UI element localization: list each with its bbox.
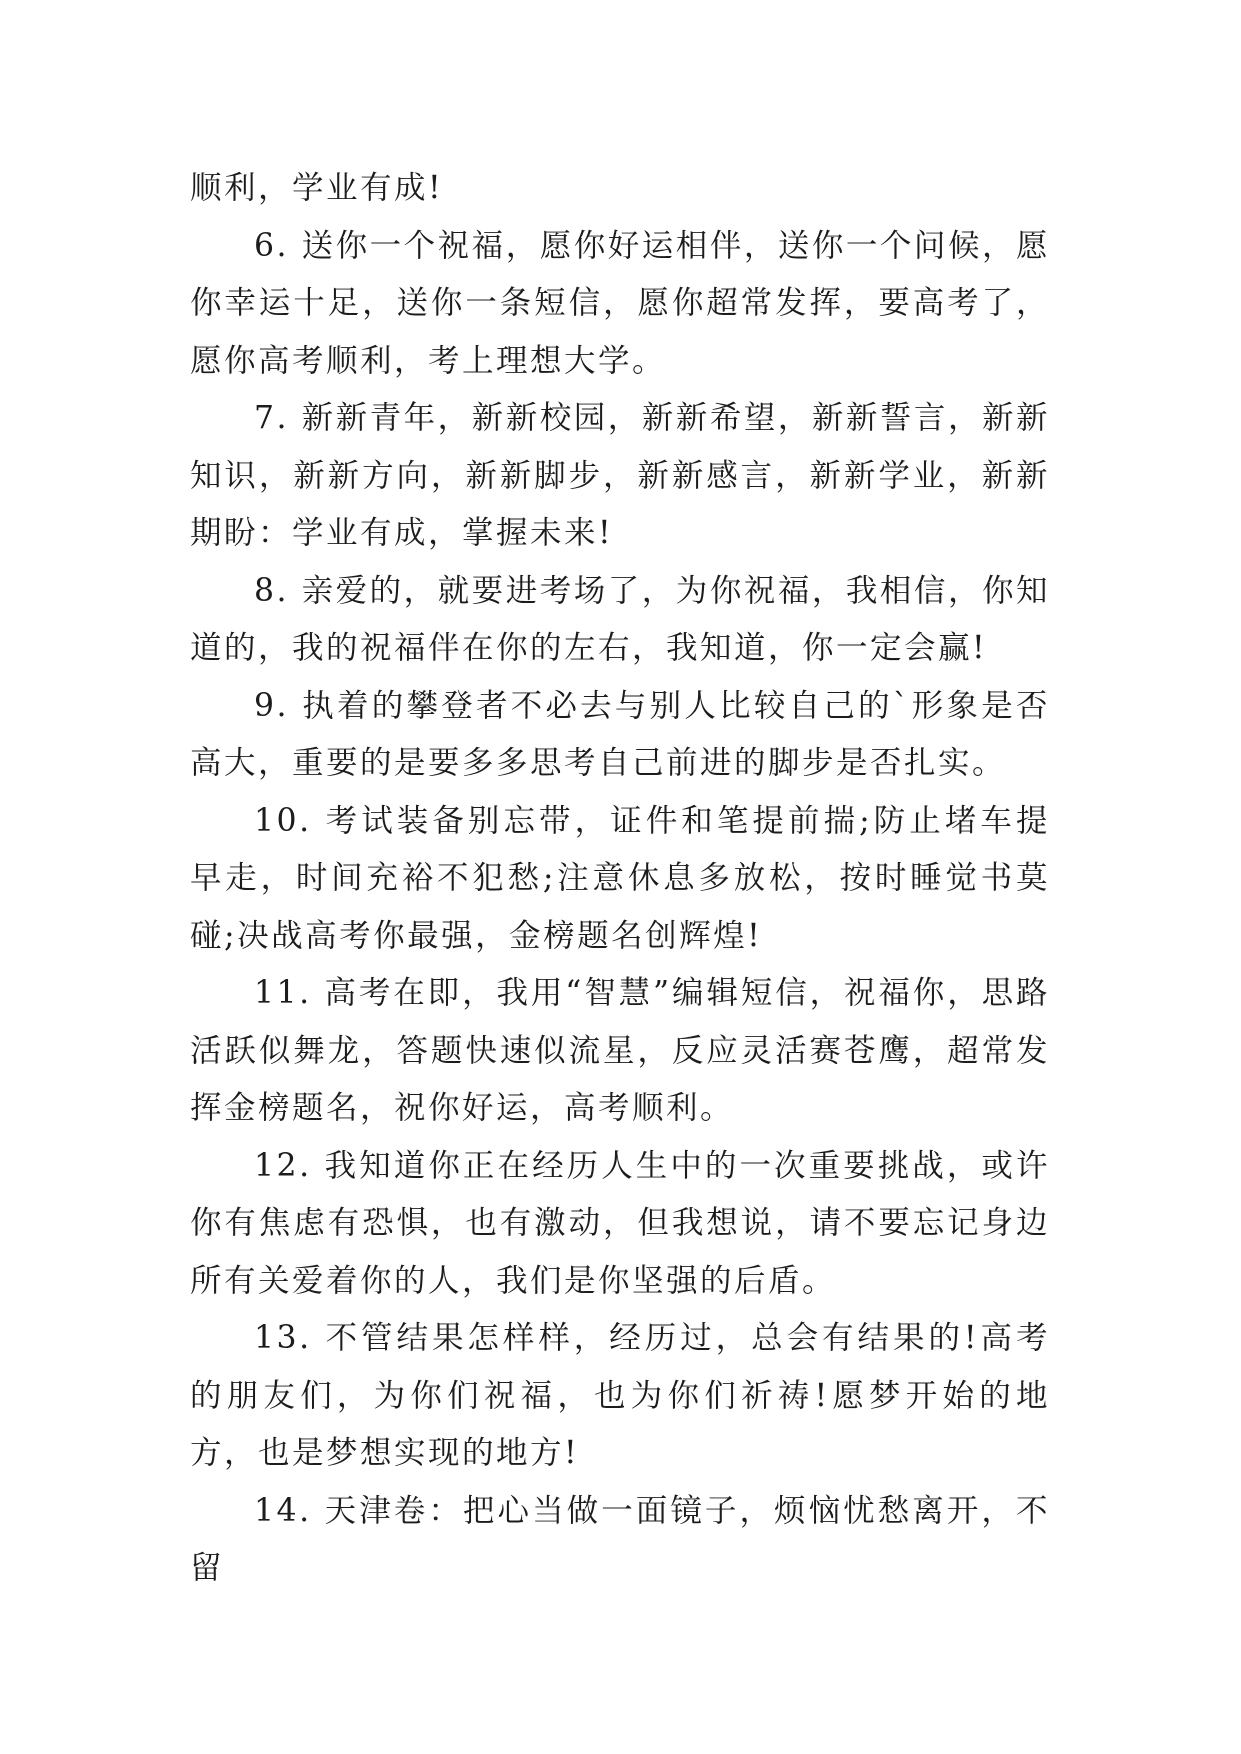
paragraph-item-9: 9. 执着的攀登者不必去与别人比较自己的`形象是否高大，重要的是要多多思考自己前进的脚步是否扎实。 xyxy=(190,687,1050,781)
paragraph-item-14: 14. 天津卷：把心当做一面镜子，烦恼忧愁离开，不留 xyxy=(190,1492,1050,1586)
paragraph-item-13: 13. 不管结果怎样样，经历过，总会有结果的!高考的朋友们，为你们祝福，也为你们祈祷!愿梦开始的地方，也是梦想实现的地方! xyxy=(190,1320,1050,1471)
paragraph-item-10: 10. 考试装备别忘带，证件和笔提前揣;防止堵车提早走，时间充裕不犯愁;注意休息多放松，按时睡觉书莫碰;决战高考你最强，金榜题名创辉煌! xyxy=(190,802,1050,954)
paragraph-item-7: 7. 新新青年，新新校园，新新希望，新新誓言，新新知识，新新方向，新新脚步，新新感言，新新学业，新新期盼：学业有成，掌握未来! xyxy=(190,400,1050,551)
paragraph-item-8: 8. 亲爱的，就要进考场了，为你祝福，我相信，你知道的，我的祝福伴在你的左右，我知道，你一定会赢! xyxy=(190,572,1050,666)
paragraph-item-6: 6. 送你一个祝福，愿你好运相伴，送你一个问候，愿你幸运十足，送你一条短信，愿你超常发挥，要高考了，愿你高考顺利，考上理想大学。 xyxy=(190,227,1050,379)
paragraph-item-12: 12. 我知道你正在经历人生中的一次重要挑战，或许你有焦虑有恐惧，也有激动，但我想说，请不要忘记身边所有关爱着你的人，我们是你坚强的后盾。 xyxy=(190,1147,1050,1299)
document-body xyxy=(190,160,1050,1598)
paragraph-item-11: 11. 高考在即，我用“智慧”编辑短信，祝福你，思路活跃似舞龙，答题快速似流星，反应灵活赛苍鹰，超常发挥金榜题名，祝你好运，高考顺利。 xyxy=(190,975,1050,1126)
paragraph-continuation: 顺利，学业有成! xyxy=(190,170,444,206)
